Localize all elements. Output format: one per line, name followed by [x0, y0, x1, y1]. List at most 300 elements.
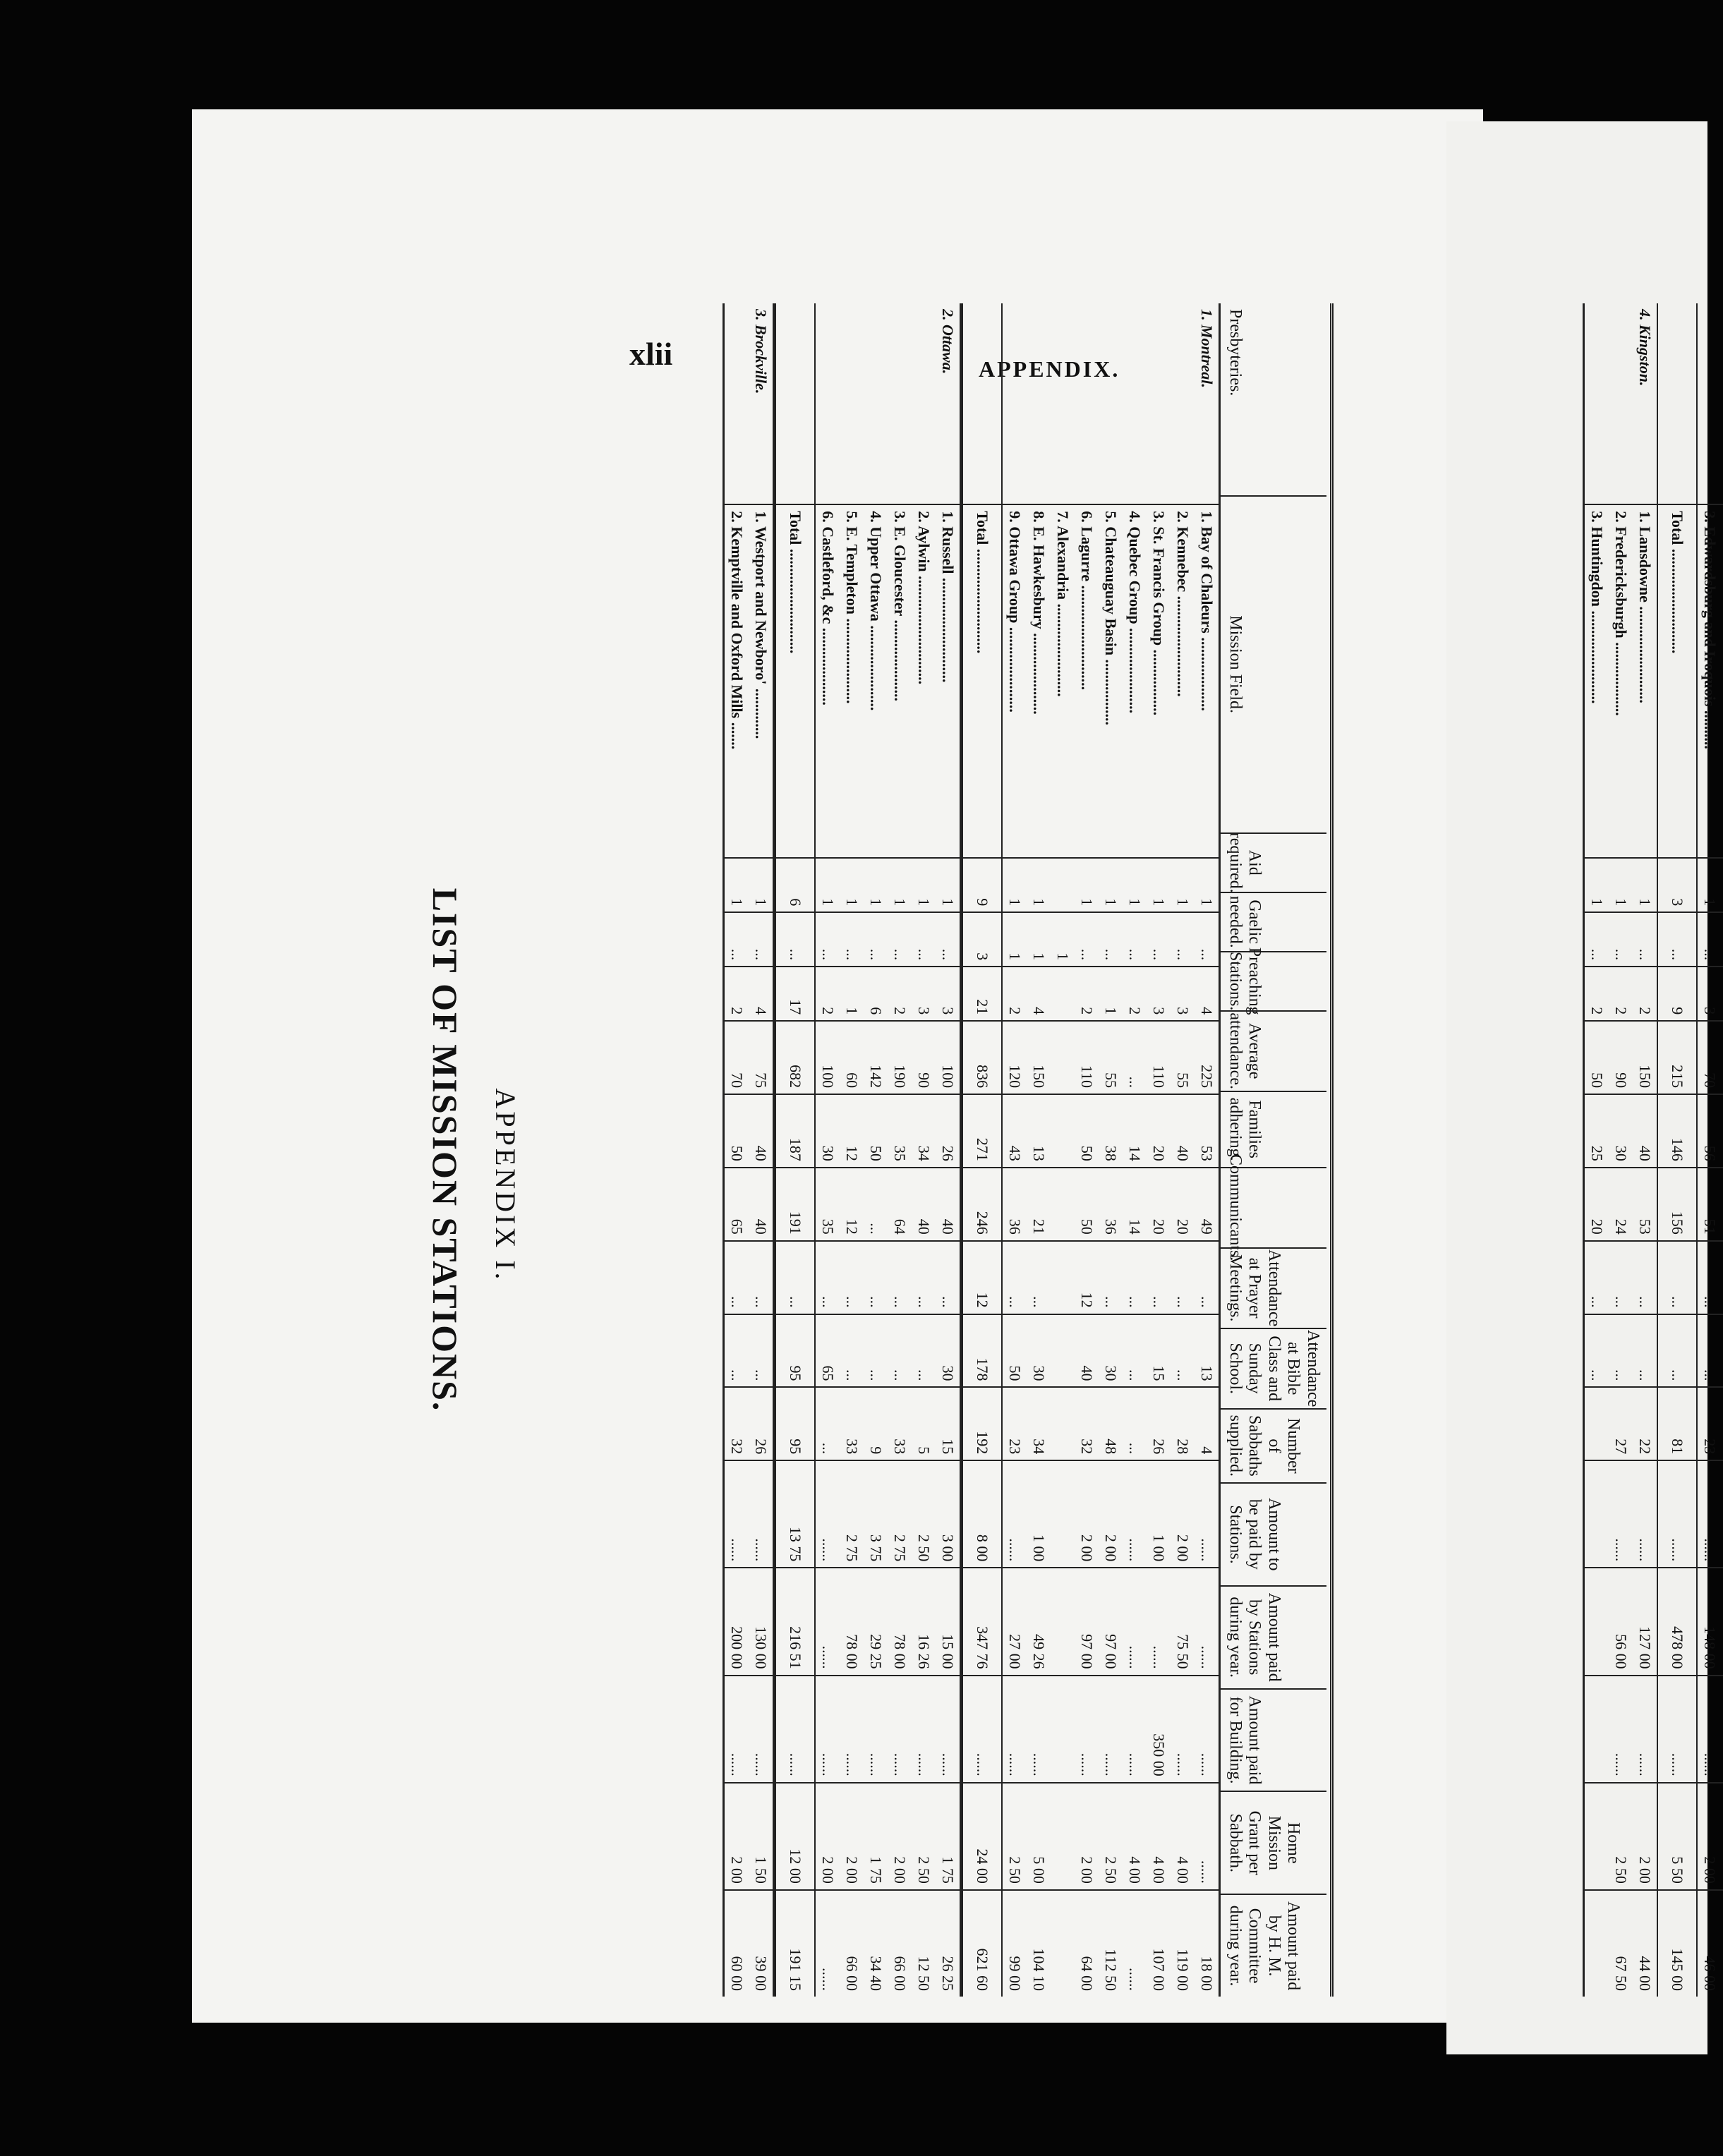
value-cell: 12 50	[910, 1889, 937, 1997]
value-cell: 178	[962, 1314, 1003, 1387]
value-cell: ...	[910, 1314, 937, 1387]
value-cell: ......	[775, 1675, 816, 1782]
value-cell: ......	[723, 1460, 750, 1567]
value-cell: 112 50	[1097, 1889, 1124, 1997]
value-cell: ...	[775, 912, 816, 966]
value-cell	[1583, 1386, 1610, 1460]
value-cell: 40	[1631, 1094, 1658, 1167]
mission-field-cell: 4. Quebec Group ......................	[1121, 504, 1148, 857]
value-cell: ......	[814, 1567, 841, 1674]
value-cell: ......	[1001, 1460, 1028, 1567]
value-cell: ......	[1025, 1675, 1052, 1782]
value-cell: ...	[862, 1240, 889, 1314]
value-cell: 60	[838, 1020, 865, 1094]
value-cell: 4 00	[1145, 1782, 1172, 1889]
value-cell: 3	[1696, 966, 1723, 1020]
column-header: Number of Sabbaths supplied.	[1221, 1408, 1326, 1482]
value-cell: 836	[962, 1020, 1003, 1094]
value-cell: 60 00	[723, 1889, 750, 1997]
value-cell: ...	[1657, 1240, 1698, 1314]
value-cell: 120	[1001, 1020, 1028, 1094]
column-header: Presbyteries.	[1226, 309, 1245, 396]
value-cell: ......	[1607, 1460, 1634, 1567]
value-cell: 99 00	[1001, 1889, 1028, 1997]
value-cell: 95	[775, 1386, 816, 1460]
value-cell: 27	[1607, 1386, 1634, 1460]
value-cell: 30	[1025, 1314, 1052, 1387]
value-cell: 1	[1121, 857, 1148, 912]
value-cell: 26	[934, 1094, 961, 1167]
value-cell: 56	[1696, 1094, 1723, 1167]
value-cell: 23	[1696, 1386, 1723, 1460]
rotated-continuation	[593, 303, 1722, 1997]
value-cell: ......	[723, 1675, 750, 1782]
value-cell: 49	[1193, 1167, 1220, 1240]
value-cell: 5 50	[1657, 1782, 1698, 1889]
table-headings	[318, 303, 529, 1997]
value-cell: 22	[1631, 1386, 1658, 1460]
value-cell: 55	[1169, 1020, 1196, 1094]
value-cell: 1	[1696, 857, 1723, 912]
value-cell: 3	[1145, 966, 1172, 1020]
value-cell: 2 00	[1073, 1460, 1100, 1567]
value-cell: 146	[1657, 1094, 1698, 1167]
value-cell: ...	[723, 1240, 750, 1314]
value-cell: ...	[1073, 912, 1100, 966]
value-cell: ...	[862, 1314, 889, 1387]
value-cell: 23	[1001, 1386, 1028, 1460]
mission-field-cell: 3. Huntingdon ........................	[1583, 504, 1610, 857]
value-cell: 1	[1631, 857, 1658, 912]
appendix-label: APPENDIX I.	[490, 1088, 521, 1283]
value-cell: 100	[814, 1020, 841, 1094]
list-title: LIST OF MISSION STATIONS.	[425, 888, 465, 1412]
value-cell: ...	[1097, 912, 1124, 966]
value-cell: ......	[1121, 1567, 1148, 1674]
value-cell: ......	[910, 1675, 937, 1782]
value-cell: 24 00	[962, 1782, 1003, 1889]
value-cell: ...	[1631, 912, 1658, 966]
value-cell: 4	[747, 966, 774, 1020]
value-cell: 187	[775, 1094, 816, 1167]
value-cell: ...	[886, 912, 913, 966]
value-cell: 13	[1193, 1314, 1220, 1387]
value-cell: 2 50	[910, 1460, 937, 1567]
value-cell: 1	[886, 857, 913, 912]
value-cell: ...	[747, 1314, 774, 1387]
value-cell: ......	[1193, 1782, 1220, 1889]
value-cell: ...	[1121, 1314, 1148, 1387]
value-cell: 17	[775, 966, 816, 1020]
value-cell: 95	[775, 1314, 816, 1387]
mission-field-cell: 3. E. Gloucester .....................	[886, 504, 913, 857]
value-cell: 78 00	[838, 1567, 865, 1674]
value-cell: ...	[838, 1314, 865, 1387]
value-cell: 34 40	[862, 1889, 889, 1997]
value-cell: 3 75	[862, 1460, 889, 1567]
value-cell: ...	[910, 1240, 937, 1314]
folio: xlii	[629, 336, 673, 372]
value-cell: 40	[1073, 1314, 1100, 1387]
value-cell: 51	[1696, 1167, 1723, 1240]
value-cell: ...	[1607, 912, 1634, 966]
value-cell: 2 00	[1631, 1782, 1658, 1889]
column-header: Amount to be paid by Stations.	[1221, 1482, 1326, 1585]
value-cell: 246	[962, 1167, 1003, 1240]
value-cell: 67 50	[1607, 1889, 1634, 1997]
mission-field-cell: 1. Bay of Chaleurs ...................	[1193, 504, 1220, 857]
value-cell: ......	[1631, 1460, 1658, 1567]
value-cell: 40	[910, 1167, 937, 1240]
value-cell: 55	[1097, 1020, 1124, 1094]
column-header: Attendance at Bible Class and Sunday School.	[1221, 1328, 1326, 1408]
value-cell: 64 00	[1073, 1889, 1100, 1997]
value-cell: 50	[1001, 1314, 1028, 1387]
value-cell: 1	[862, 857, 889, 912]
presbytery-cell	[1696, 303, 1723, 504]
value-cell: 1	[1073, 857, 1100, 912]
mission-field-cell: 2. Aylwin ............................	[910, 504, 937, 857]
value-cell: 35	[814, 1167, 841, 1240]
value-cell: ...	[1583, 912, 1610, 966]
value-cell: 1 00	[1025, 1460, 1052, 1567]
value-cell: 4	[1193, 1386, 1220, 1460]
value-cell: ......	[1657, 1675, 1698, 1782]
value-cell: 2	[1121, 966, 1148, 1020]
value-cell: 12	[962, 1240, 1003, 1314]
value-cell: 20	[1169, 1167, 1196, 1240]
value-cell: 4	[1193, 966, 1220, 1020]
table-row	[1633, 303, 1657, 1997]
value-cell: 2	[723, 966, 750, 1020]
column-header: Communicants.	[1221, 1167, 1326, 1247]
mission-field-cell: Total ...........................	[1657, 504, 1698, 857]
value-cell: 1 75	[934, 1782, 961, 1889]
mission-field-cell: Total ...........................	[775, 504, 816, 857]
value-cell: ...	[1583, 1240, 1610, 1314]
value-cell: 18 00	[1193, 1889, 1220, 1997]
mission-field-cell: 5. E. Templeton ......................	[838, 504, 865, 857]
value-cell: ...	[814, 1240, 841, 1314]
value-cell: ......	[747, 1460, 774, 1567]
value-cell: 3 00	[934, 1460, 961, 1567]
value-cell: 1 50	[747, 1782, 774, 1889]
table-row	[1585, 303, 1609, 1997]
value-cell: 48	[1097, 1386, 1124, 1460]
value-cell: 2 75	[838, 1460, 865, 1567]
value-cell: ...	[747, 1240, 774, 1314]
value-cell: ...	[1121, 1020, 1148, 1094]
value-cell: 13	[1025, 1094, 1052, 1167]
mission-field-cell: 8. E. Hawkesbury .....................	[1025, 504, 1052, 857]
value-cell: 53	[1631, 1167, 1658, 1240]
value-cell: 40	[747, 1094, 774, 1167]
value-cell: 1	[1025, 857, 1052, 912]
value-cell: 39 00	[747, 1889, 774, 1997]
value-cell: ...	[1607, 1240, 1634, 1314]
value-cell: 2 00	[1073, 1782, 1100, 1889]
column-header: Mission Field.	[1221, 495, 1326, 832]
value-cell: 192	[962, 1386, 1003, 1460]
column-header: Aid required.	[1221, 832, 1326, 892]
value-cell: 30	[1097, 1314, 1124, 1387]
mission-field-cell: 6. Lagurre ...........................	[1073, 504, 1100, 857]
value-cell: 13 75	[775, 1460, 816, 1567]
value-cell: 4 00	[1121, 1782, 1148, 1889]
value-cell: 190	[886, 1020, 913, 1094]
presbytery-cell	[1607, 303, 1634, 504]
mission-field-cell: 2. Fredericksburgh ...................	[1607, 504, 1634, 857]
value-cell: 1	[1001, 912, 1028, 966]
mission-field-cell: 3. St. Francis Group .................	[1145, 504, 1172, 857]
mission-field-cell: 6. Castleford, &c ....................	[814, 504, 841, 857]
value-cell: 70	[1696, 1020, 1723, 1094]
value-cell: 119 00	[1169, 1889, 1196, 1997]
value-cell: 30	[1607, 1094, 1634, 1167]
value-cell: 14	[1121, 1167, 1148, 1240]
value-cell: 50	[1583, 1020, 1610, 1094]
presbytery-cell	[1583, 303, 1610, 504]
value-cell: 97 00	[1097, 1567, 1124, 1674]
value-cell: 15 00	[934, 1567, 961, 1674]
value-cell: 70	[723, 1020, 750, 1094]
value-cell: 2	[1631, 966, 1658, 1020]
value-cell: 1	[723, 857, 750, 912]
value-cell: 40	[1169, 1094, 1196, 1167]
column-header: Attendance at Prayer Meetings.	[1221, 1247, 1326, 1328]
value-cell: 38	[1097, 1094, 1124, 1167]
value-cell: 150	[1025, 1020, 1052, 1094]
value-cell: 1	[1097, 966, 1124, 1020]
value-cell: ...	[838, 912, 865, 966]
value-cell: 81	[1657, 1386, 1698, 1460]
value-cell: ......	[962, 1675, 1003, 1782]
value-cell: 347 76	[962, 1567, 1003, 1674]
value-cell: 142	[862, 1020, 889, 1094]
value-cell: 35	[886, 1094, 913, 1167]
value-cell: ......	[1121, 1675, 1148, 1782]
value-cell: ...	[814, 1386, 841, 1460]
value-cell: ...	[1607, 1314, 1634, 1387]
value-cell: 2	[1001, 966, 1028, 1020]
value-cell: 44 00	[1631, 1889, 1658, 1997]
value-cell: ......	[1193, 1567, 1220, 1674]
value-cell: 15	[934, 1386, 961, 1460]
value-cell: 5	[910, 1386, 937, 1460]
value-cell: 110	[1073, 1020, 1100, 1094]
value-cell: ...	[934, 912, 961, 966]
value-cell: 621 60	[962, 1889, 1003, 1997]
value-cell: 127 00	[1631, 1567, 1658, 1674]
value-cell: 36	[1097, 1167, 1124, 1240]
continuation-group	[1583, 303, 1722, 1997]
value-cell: ......	[1193, 1675, 1220, 1782]
column-header: Average attendance.	[1221, 1010, 1326, 1091]
value-cell: ...	[1145, 1240, 1172, 1314]
value-cell	[1583, 1675, 1610, 1782]
value-cell: ...	[886, 1240, 913, 1314]
value-cell: ......	[934, 1675, 961, 1782]
mission-field-cell: 1. Lansdowne .........................	[1631, 504, 1658, 857]
value-cell: 2	[1583, 966, 1610, 1020]
value-cell: 3	[1657, 857, 1698, 912]
value-cell: 49 26	[1025, 1567, 1052, 1674]
value-cell: ...	[886, 1314, 913, 1387]
value-cell: 40	[934, 1167, 961, 1240]
value-cell: 148 00	[1696, 1567, 1723, 1674]
value-cell: 2 75	[886, 1460, 913, 1567]
mission-field-cell: 2. Kennebec ..........................	[1169, 504, 1196, 857]
value-cell: 1	[1193, 857, 1220, 912]
presbytery-cell	[1657, 303, 1698, 504]
value-cell: 2	[814, 966, 841, 1020]
value-cell: ...	[1097, 1240, 1124, 1314]
mission-field-cell: 3. Edwardsburg and Iroquois ..........	[1696, 504, 1723, 857]
value-cell: 130 00	[747, 1567, 774, 1674]
presbytery-cell: 1. Montreal.	[1197, 309, 1216, 388]
value-cell: 64	[886, 1167, 913, 1240]
value-cell: 50	[862, 1094, 889, 1167]
mission-field-cell: 7. Alexandria ........................	[1049, 504, 1076, 857]
mission-field-cell: 2. Kemptville and Oxford Mills .......	[723, 504, 750, 857]
value-cell: 3	[934, 966, 961, 1020]
value-cell: 191 15	[775, 1889, 816, 1997]
value-cell: 25	[1583, 1094, 1610, 1167]
value-cell: 12	[1073, 1240, 1100, 1314]
value-cell: 65	[814, 1314, 841, 1387]
value-cell: 2 00	[1169, 1460, 1196, 1567]
value-cell: ...	[1145, 912, 1172, 966]
value-cell: 2 50	[910, 1782, 937, 1889]
value-cell: 2 00	[1097, 1460, 1124, 1567]
value-cell: 100	[934, 1020, 961, 1094]
value-cell: 12	[838, 1094, 865, 1167]
value-cell: ...	[1631, 1314, 1658, 1387]
value-cell: ...	[1121, 1240, 1148, 1314]
value-cell: 110	[1145, 1020, 1172, 1094]
value-cell: 2 00	[838, 1782, 865, 1889]
value-cell: ......	[747, 1675, 774, 1782]
mission-field-cell: 9. Ottawa Group ......................	[1001, 504, 1028, 857]
value-cell: ...	[910, 912, 937, 966]
value-cell: 29 25	[862, 1567, 889, 1674]
value-cell: 1	[747, 857, 774, 912]
value-cell: 3	[962, 912, 1003, 966]
value-cell: 215	[1657, 1020, 1698, 1094]
value-cell	[1583, 1460, 1610, 1567]
value-cell: ...	[1169, 912, 1196, 966]
value-cell: 1 00	[1145, 1460, 1172, 1567]
value-cell: 32	[1073, 1386, 1100, 1460]
value-cell: 145 00	[1657, 1889, 1698, 1997]
value-cell: ...	[1169, 1240, 1196, 1314]
value-cell: 50	[723, 1094, 750, 1167]
value-cell: ......	[1631, 1675, 1658, 1782]
value-cell	[1583, 1782, 1610, 1889]
value-cell: 21	[1025, 1167, 1052, 1240]
value-cell: 2 00	[886, 1782, 913, 1889]
value-cell: 1	[1097, 857, 1124, 912]
value-cell: ...	[1631, 1240, 1658, 1314]
mission-field-cell: 4. Upper Ottawa ......................	[862, 504, 889, 857]
value-cell: 2	[1073, 966, 1100, 1020]
value-cell: ......	[1121, 1460, 1148, 1567]
value-cell: 97 00	[1073, 1567, 1100, 1674]
value-cell: 1	[1145, 857, 1172, 912]
value-cell: ......	[1657, 1460, 1698, 1567]
value-cell: ......	[838, 1675, 865, 1782]
value-cell: 3	[910, 966, 937, 1020]
value-cell: 26 25	[934, 1889, 961, 1997]
value-cell: ...	[1696, 1240, 1723, 1314]
value-cell: ......	[814, 1460, 841, 1567]
value-cell: 6	[862, 966, 889, 1020]
value-cell: 43	[1001, 1094, 1028, 1167]
value-cell: 40	[747, 1167, 774, 1240]
value-cell: 28	[1169, 1386, 1196, 1460]
value-cell: 16 26	[910, 1567, 937, 1674]
value-cell: 225	[1193, 1020, 1220, 1094]
value-cell: ...	[862, 1167, 889, 1240]
value-cell: ...	[1169, 1314, 1196, 1387]
value-cell: 1	[1583, 857, 1610, 912]
value-cell: 20	[1145, 1094, 1172, 1167]
value-cell: 4	[1025, 966, 1052, 1020]
value-cell: 2 50	[1097, 1782, 1124, 1889]
value-cell: 9	[962, 857, 1003, 912]
value-cell: 1	[910, 857, 937, 912]
column-header: Gaelic needed.	[1221, 892, 1326, 951]
value-cell: 90	[1607, 1020, 1634, 1094]
value-cell: 33	[886, 1386, 913, 1460]
value-cell: ...	[1121, 912, 1148, 966]
value-cell: 2	[1607, 966, 1634, 1020]
value-cell: 66 00	[886, 1889, 913, 1997]
value-cell: ......	[1696, 1675, 1723, 1782]
value-cell: 1	[1001, 857, 1028, 912]
value-cell: 90	[910, 1020, 937, 1094]
value-cell: 150	[1631, 1020, 1658, 1094]
value-cell: ...	[814, 912, 841, 966]
value-cell: 478 00	[1657, 1567, 1698, 1674]
value-cell: 216 51	[775, 1567, 816, 1674]
value-cell: ...	[1696, 1314, 1723, 1387]
value-cell: 1	[838, 966, 865, 1020]
mission-field-cell: 1. Russell ...........................	[934, 504, 961, 857]
value-cell: 20	[1583, 1167, 1610, 1240]
table-row	[1609, 303, 1633, 1997]
value-cell: 1	[1607, 857, 1634, 912]
value-cell: 12	[838, 1167, 865, 1240]
value-cell: ...	[1193, 912, 1220, 966]
value-cell: 107 00	[1145, 1889, 1172, 1997]
value-cell: ......	[1001, 1675, 1028, 1782]
value-cell: 2 50	[1607, 1782, 1634, 1889]
value-cell	[1583, 1889, 1610, 1997]
value-cell: 4 00	[1169, 1782, 1196, 1889]
value-cell: 75	[747, 1020, 774, 1094]
value-cell: ...	[1583, 1314, 1610, 1387]
value-cell: 50	[1073, 1094, 1100, 1167]
value-cell: 75 50	[1169, 1567, 1196, 1674]
value-cell: 21	[962, 966, 1003, 1020]
value-cell: 2 00	[1696, 1782, 1723, 1889]
value-cell: 1	[1025, 912, 1052, 966]
value-cell: 6	[775, 857, 816, 912]
value-cell: ......	[1121, 1889, 1148, 1997]
value-cell: 1	[1169, 857, 1196, 912]
value-cell: ......	[814, 1889, 841, 1997]
